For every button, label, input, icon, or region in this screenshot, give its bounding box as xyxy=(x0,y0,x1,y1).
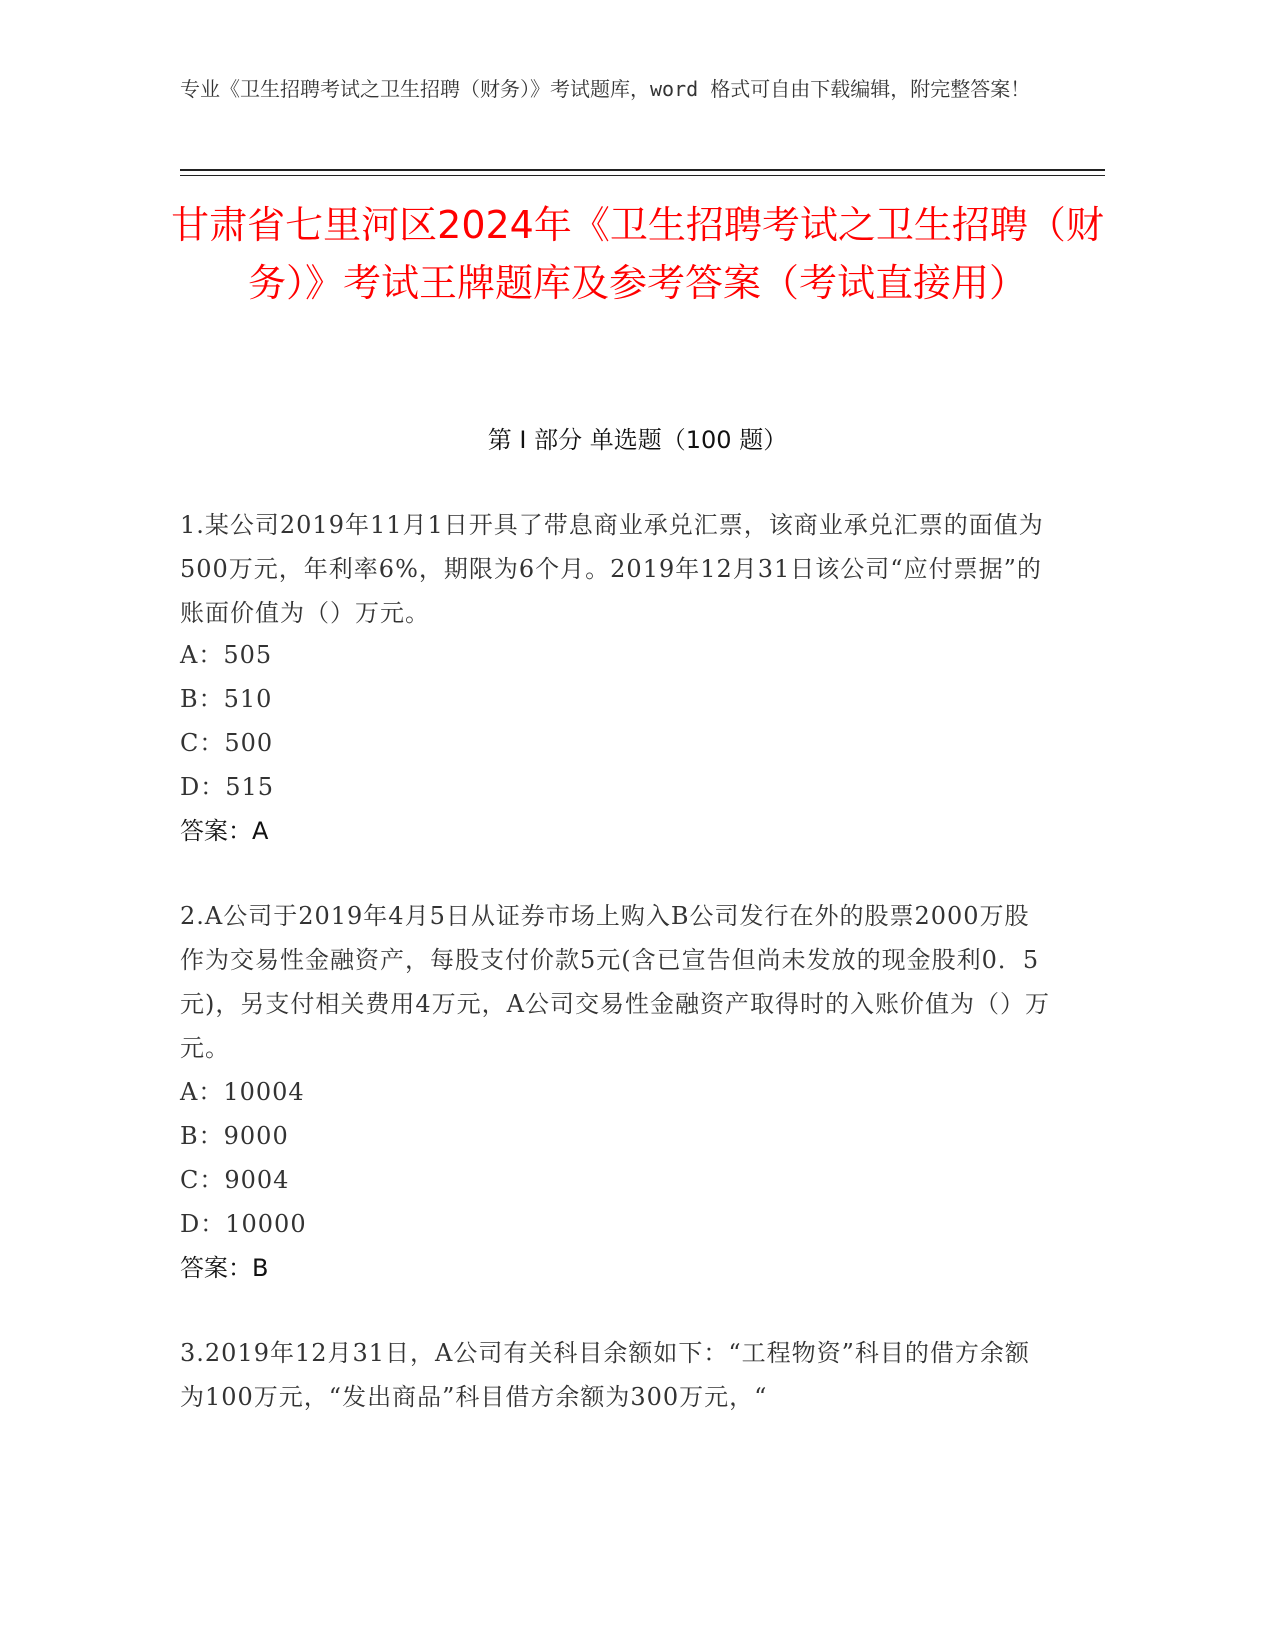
question-2-option-c xyxy=(180,1158,980,1202)
question-3-stem: 3.2019年12月31日，A公司有关科目余额如下：“工程物资”科目的借方余额为100万元，“发出商品”科目借方余额为300万元，“ xyxy=(180,1339,1030,1411)
option-text: 9000 xyxy=(223,1122,289,1150)
option-letter: D： xyxy=(180,773,226,801)
question-1-answer: 答案：A xyxy=(180,817,269,845)
option-letter: A： xyxy=(180,641,224,669)
option-text: 515 xyxy=(225,773,275,801)
option-letter: A： xyxy=(180,1078,224,1106)
question-2-option-b xyxy=(180,1114,980,1158)
header-divider-thin xyxy=(180,175,1105,176)
question-1-option-b xyxy=(180,677,980,721)
section-title: 第 I 部分 单选题（100 题） xyxy=(487,426,788,454)
option-text: 10004 xyxy=(223,1078,305,1106)
question-2-option-d xyxy=(180,1202,980,1246)
option-letter: C： xyxy=(180,729,225,757)
option-letter: B： xyxy=(180,685,224,713)
option-text: 505 xyxy=(223,641,273,669)
option-text: 10000 xyxy=(225,1210,307,1238)
option-letter: C： xyxy=(180,1166,225,1194)
header-divider-thick xyxy=(180,169,1105,171)
question-1-option-a xyxy=(180,633,980,677)
document-title: 甘肃省七里河区2024年《卫生招聘考试之卫生招聘（财务）》考试王牌题库及参考答案（考试直接用） xyxy=(171,203,1104,305)
option-text: 510 xyxy=(223,685,273,713)
question-2-answer: 答案：B xyxy=(180,1254,269,1282)
option-letter: D： xyxy=(180,1210,226,1238)
option-text: 9004 xyxy=(224,1166,290,1194)
option-text: 500 xyxy=(224,729,274,757)
question-1-option-d xyxy=(180,765,980,809)
question-2-option-a xyxy=(180,1070,980,1114)
question-2-stem: 2.A公司于2019年4月5日从证券市场上购入B公司发行在外的股票2000万股作为交易性金融资产，每股支付价款5元(含已宣告但尚未发放的现金股利0．5元)，另支付相关费用4万元，A公司交易性金融资产取得时的入账价值为（）万元。 xyxy=(180,902,1050,1062)
header-note: 专业《卫生招聘考试之卫生招聘（财务）》考试题库，word 格式可自由下载编辑，附完整答案！ xyxy=(180,77,1031,101)
option-letter: B： xyxy=(180,1122,224,1150)
question-1-stem: 1.某公司2019年11月1日开具了带息商业承兑汇票，该商业承兑汇票的面值为500万元，年利率6%，期限为6个月。2019年12月31日该公司“应付票据”的账面价值为（）万元。 xyxy=(180,511,1044,627)
question-1-option-c xyxy=(180,721,980,765)
